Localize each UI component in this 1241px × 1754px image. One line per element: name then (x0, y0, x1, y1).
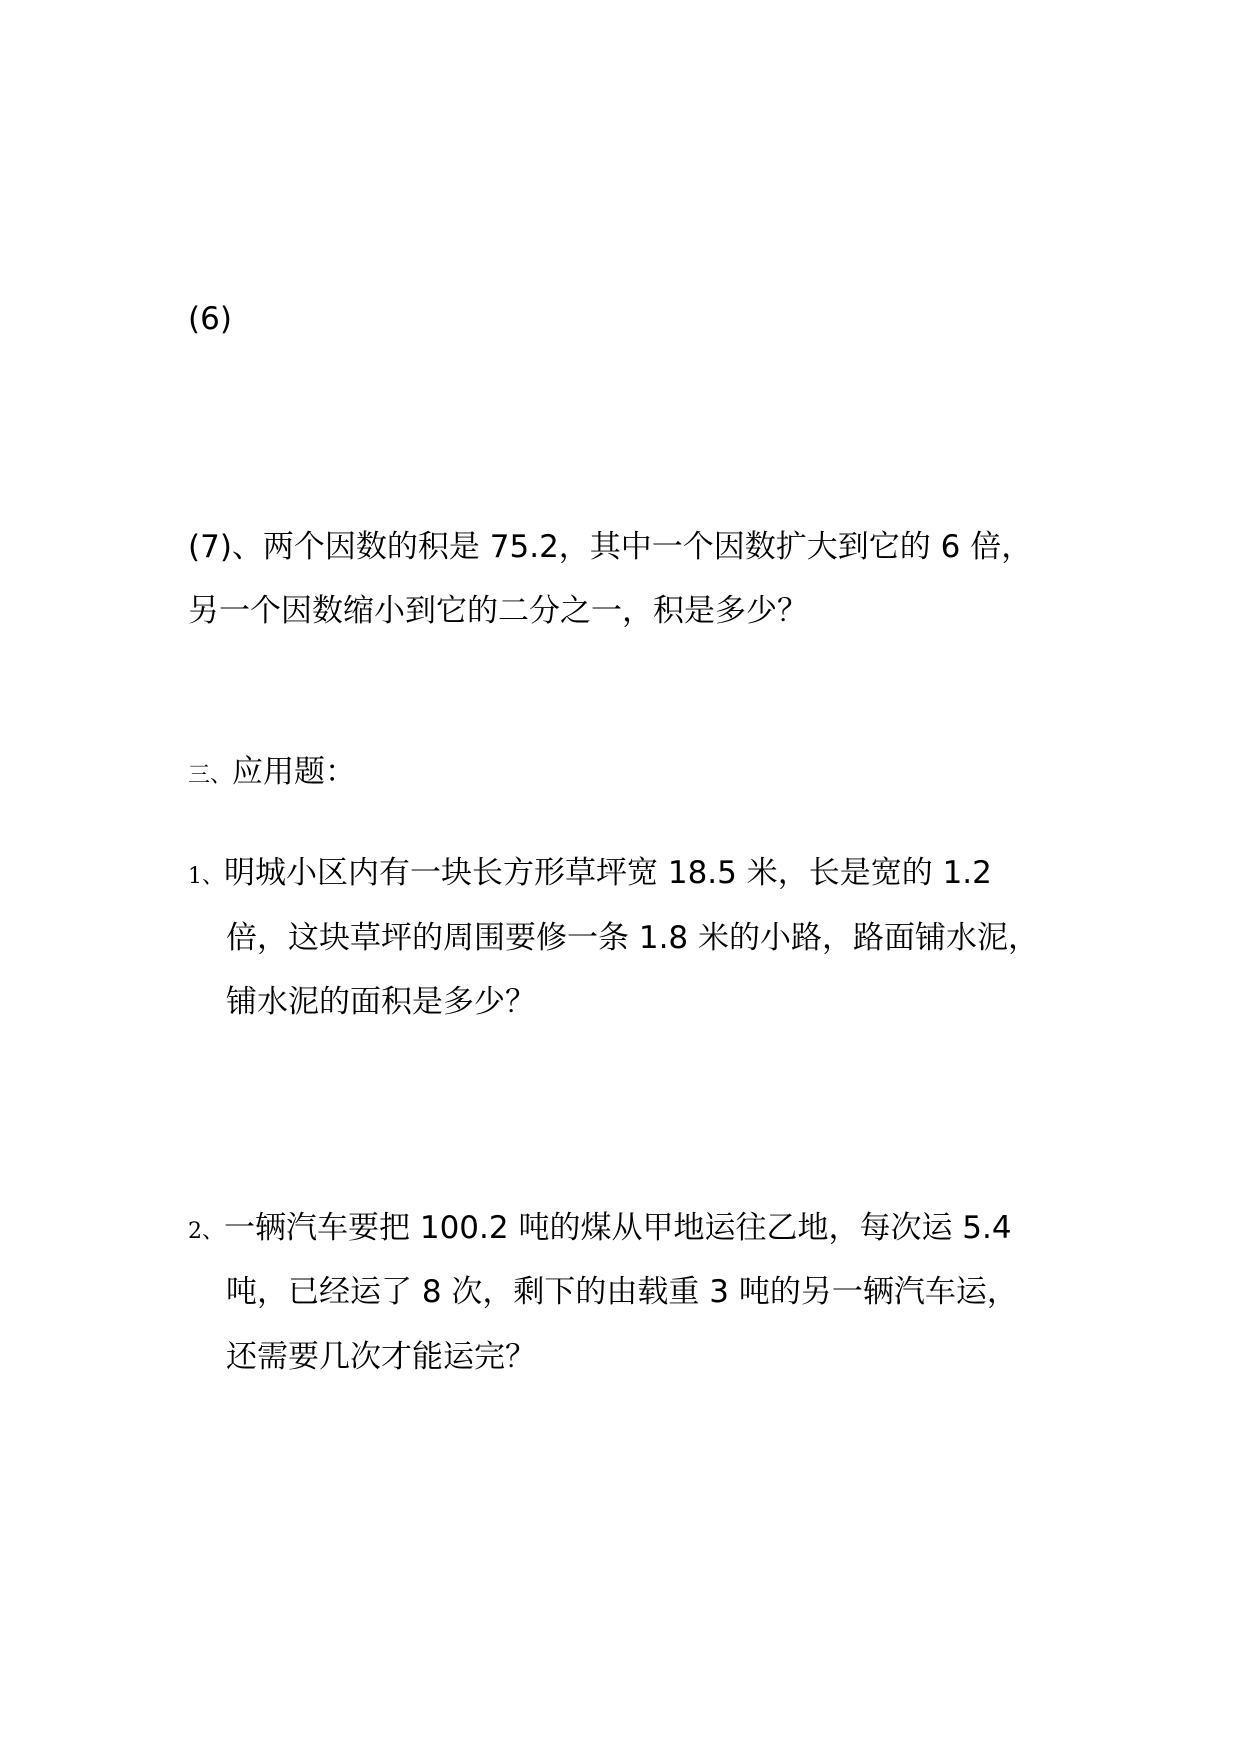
problem-1-text-3: 铺水泥的面积是多少？ (226, 984, 536, 1020)
problem-2-text-3: 还需要几次才能运完？ (226, 1339, 536, 1375)
section-3-heading (188, 752, 356, 796)
item-7-line-1 (188, 527, 1032, 567)
item-7-text-2: 另一个因数缩小到它的二分之一，积是多少？ (188, 593, 808, 629)
item-7-number: (7) (188, 529, 232, 565)
problem-1-line-1 (188, 853, 992, 897)
item-7-line-2 (188, 591, 808, 631)
problem-2-line-1 (188, 1208, 1012, 1252)
problem-2-number: 2、 (188, 1219, 224, 1244)
item-6-number: (6) (188, 301, 232, 337)
section-3-title: 应用题： (232, 754, 357, 790)
item-7-text-1: 、两个因数的积是 75.2，其中一个因数扩大到它的 6 倍， (231, 529, 1033, 565)
problem-2-line-2 (226, 1272, 1018, 1312)
problem-1-text-1: 明城小区内有一块长方形草坪宽 18.5 米，长是宽的 1.2 (224, 855, 992, 891)
problem-2-text-1: 一辆汽车要把 100.2 吨的煤从甲地运往乙地，每次运 5.4 (224, 1210, 1012, 1246)
section-3-number: 三、 (188, 763, 233, 788)
problem-1-line-2 (226, 918, 1039, 958)
problem-1-text-2: 倍，这块草坪的周围要修一条 1.8 米的小路，路面铺水泥， (226, 920, 1040, 956)
problem-2-text-2: 吨，已经运了 8 次，剩下的由载重 3 吨的另一辆汽车运， (226, 1274, 1018, 1310)
item-6-label (188, 299, 232, 339)
problem-2-line-3 (226, 1337, 536, 1377)
problem-1-number: 1、 (188, 864, 224, 889)
problem-1-line-3 (226, 982, 536, 1022)
